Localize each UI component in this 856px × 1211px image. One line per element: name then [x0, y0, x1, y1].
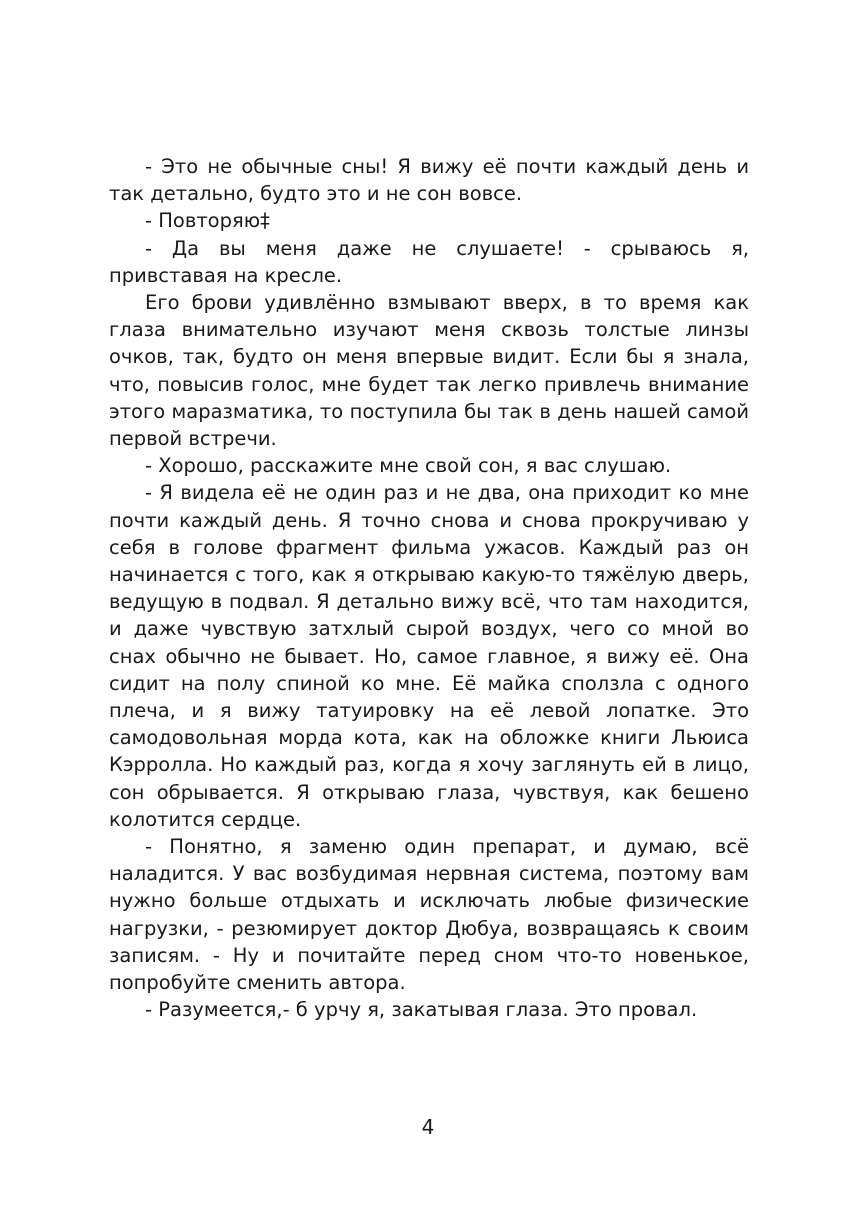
paragraph-4: Его брови удивлённо взмывают вверх, в то время как глаза внимательно изучают меня сквозь толстые линзы очков, так, будто он меня впервые видит. Если бы я знала, что, повысив голос, мне будет так легко привлечь внимание этого маразматика, то поступила бы так в день нашей самой первой встречи.	[109, 291, 749, 451]
paragraph-2: - Повторяю‡	[145, 209, 270, 233]
paragraph-8: - Разумеется,- б урчу я, закатывая глаза. Это провал.	[145, 998, 698, 1022]
page-number: 4	[421, 1115, 435, 1139]
paragraph-6: - Я видела её не один раз и не два, она приходит ко мне почти каждый день. Я точно снова и снова прокручиваю у себя в голове фрагмент фильма ужасов. Каждый раз он начинается с того, как я открываю какую-то тяжёлую дверь, ведущую в подвал. Я детально вижу всё, что там находится, и даже чувствую затхлый сырой воздух, чего со мной во снах обычно не бывает. Но, самое главное, я вижу её. Она сидит на полу спиной ко мне. Её майка сползла с одного плеча, и я вижу татуировку на её левой лопатке. Это самодовольная морда кота, как на обложке книги Льюиса Кэрролла. Но каждый раз, когда я хочу заглянуть ей в лицо, сон обрывается. Я открываю глаза, чувствуя, как бешено колотится сердце.	[109, 481, 749, 831]
paragraph-7: - Понятно, я заменю один препарат, и думаю, всё наладится. У вас возбудимая нервная система, поэтому вам нужно больше отдыхать и исключать любые физические нагрузки, - резюмирует доктор Дюбуа, возвращаясь к своим записям. - Ну и почитайте перед сном что-то новенькое, попробуйте сменить автора.	[109, 835, 749, 995]
paragraph-1: - Это не обычные сны! Я вижу её почти каждый день и так детально, будто это и не сон вовсе.	[109, 155, 749, 206]
paragraph-3: - Да вы меня даже не слушаете! - срываюсь я, привставая на кресле.	[109, 236, 749, 287]
paragraph-5: - Хорошо, расскажите мне свой сон, я вас слушаю.	[145, 454, 672, 478]
page-text-body	[109, 153, 749, 1024]
